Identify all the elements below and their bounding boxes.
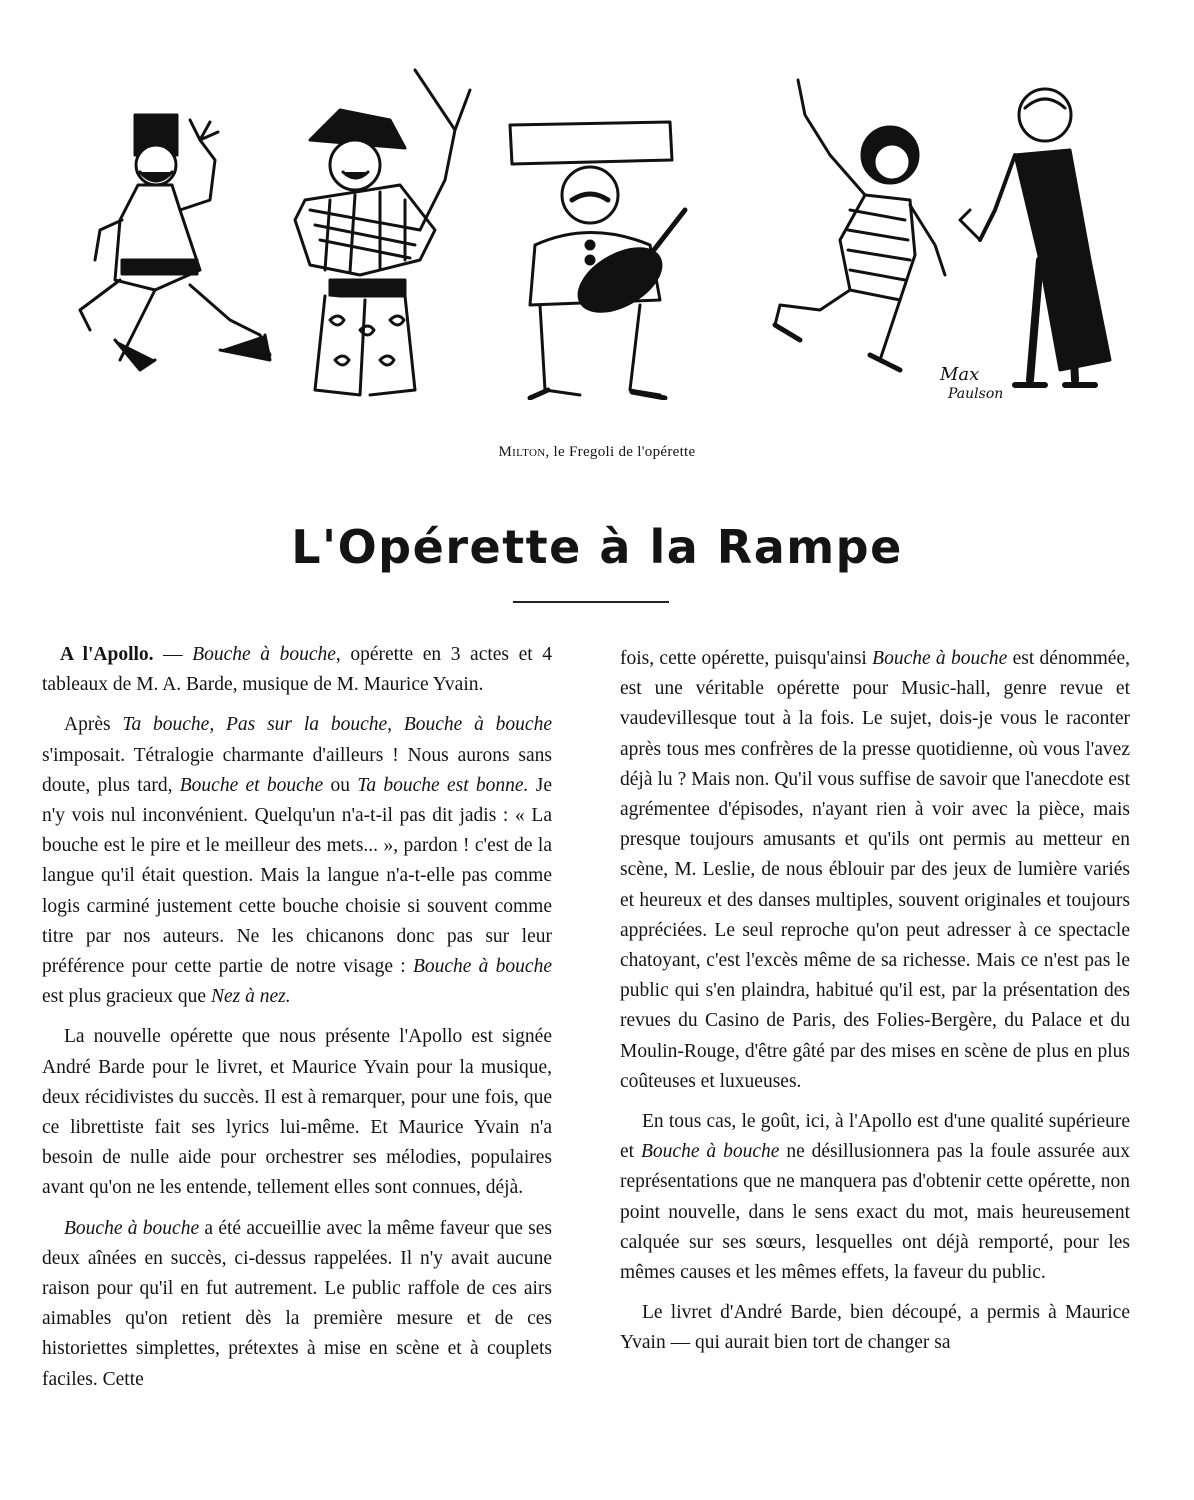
- text-run: La nouvelle opérette que nous présente l'Apollo est signée André Barde pour le livret, et Maurice Yvain pour la musique, deux récidivistes du succès. Il est à remarquer, pour une fois, que ce librettiste fait ses lyrics lui-même. Et Maurice Yvain n'a besoin de nulle aide pour orchestrer ses mélodies, populaires avant qu'on ne les entende, tellement elles sont connues, déjà.: [42, 1026, 552, 1199]
- text-run: a été accueillie avec la même faveur que ses deux aînées en succès, ci-dessus rappelées. Il n'y avait aucune raison pour qu'il en fut autrement. Le public raffole de ces airs aimables qu'on retient dès la première mesure et de ces historiettes simplettes, prétextes à mise en scène et à couplets faciles. Cette: [42, 1217, 552, 1390]
- paragraph: [620, 1107, 1130, 1288]
- cossack-figure: [80, 115, 270, 370]
- artist-signature: [939, 364, 1003, 400]
- article-title: L'Opérette à la Rampe: [291, 520, 903, 574]
- work-title: Nez à nez.: [210, 986, 291, 1008]
- gentleman-figure: [960, 89, 1110, 385]
- left-column: [42, 640, 552, 1405]
- text-run: ou: [323, 774, 358, 796]
- work-title: Bouche à bouche: [641, 1141, 780, 1163]
- text-run: Le livret d'André Barde, bien découpé, a permis à Maurice Yvain — qui aurait bien tort de changer sa: [620, 1302, 1130, 1354]
- work-title: Bouche à bouche: [192, 644, 336, 665]
- text-run: En tous cas, le goût, ici, à l'Apollo est d'une qualité supérieure et: [620, 1111, 1130, 1163]
- caricature-illustration: [60, 60, 1120, 400]
- work-title: Bouche et bouche: [179, 774, 324, 796]
- caption-rest: , le Fregoli de l'opérette: [545, 444, 696, 460]
- text-run: ne désillusionnera pas la foule assurée aux représentations que ne manquera pas d'obtenir cette opérette, non point nouvelle, dans le sens exact du mot, mais heureusement calquée sur ses sœurs, lesquelles ont déjà remporté, pour les mêmes causes et les mêmes effets, la faveur du public.: [620, 1141, 1130, 1284]
- figure-caption: [0, 444, 1194, 461]
- text-run: Je n'y vois nul inconvénient. Quelqu'un n'a-t-il pas dit jadis : « La bouche est le pire et le meilleur des mets... », pardon ! c'est de la langue qu'il était question. Mais la langue n'a-t-elle pas comme logis carminé justement cette bouche choisie si souvent comme titre par nos auteurs. Ne les chicanons donc pas sur leur préférence pour cette partie de notre visage :: [42, 774, 552, 978]
- musician-figure: [510, 122, 685, 398]
- text-run: —: [153, 644, 193, 665]
- right-column: [620, 644, 1130, 1369]
- work-title: Ta bouche, Pas sur la bouche, Bouche à bouche: [122, 714, 552, 736]
- paragraph: [620, 1298, 1130, 1358]
- paragraph: [42, 1022, 552, 1203]
- text-run: est dénommée, est une véritable opérette pour Music-hall, genre revue et vaudevillesque tout à la fois. Le sujet, dois-je vous le raconter après tous mes confrères de la presse quotidienne, où vous l'avez déjà lu ? Mais non. Qu'il vous suffise de savoir que l'anecdote est agrémentee d'épisodes, n'ayant rien à voir avec la pièce, mais presque toujours amusants et qu'ils ont permis au metteur en scène, M. Leslie, de nous éblouir par des jeux de lumière variés et heureux et des danses multiples, souvent originales et toujours appréciées. Le seul reproche qu'on peut adresser à ce spectacle chatoyant, c'est l'excès même de sa richesse. Mais ce n'est pas le public qui s'en plaindra, habitué qu'il est, par la présentation des revues du Casino de Paris, des Folies-Bergère, du Palace et du Moulin-Rouge, d'être gâté par des mises en scène de plus en plus coûteuses et luxueuses.: [620, 648, 1130, 1092]
- text-run: , opérette en 3 actes et 4 tableaux de M. A. Barde, musique de M. Maurice Yvain.: [42, 644, 552, 696]
- paragraph: [42, 710, 552, 1012]
- text-run: fois, cette opérette, puisqu'ainsi: [620, 648, 873, 669]
- svg-text:Paulson: Paulson: [948, 386, 1004, 400]
- caption-name: Milton: [498, 444, 546, 460]
- peasant-figure: [295, 70, 470, 395]
- paragraph: [42, 1214, 552, 1395]
- paragraph: [42, 640, 552, 700]
- lead-heading: A l'Apollo.: [60, 644, 154, 665]
- work-title: Bouche à bouche: [872, 648, 1008, 669]
- text-run: est plus gracieux que: [42, 986, 211, 1008]
- work-title: Bouche à bouche: [64, 1217, 200, 1239]
- dancer-figure: [775, 80, 945, 370]
- work-title: Ta bouche est bonne.: [357, 774, 529, 796]
- text-run: s'imposait. Tétralogie charmante d'ailleurs ! Nous aurons sans doute, plus tard,: [42, 744, 552, 796]
- title-divider: [513, 601, 669, 603]
- paragraph: [620, 644, 1130, 1097]
- text-run: Après: [64, 714, 123, 736]
- svg-text:Max: Max: [940, 364, 980, 385]
- work-title: Bouche à bouche: [412, 956, 552, 978]
